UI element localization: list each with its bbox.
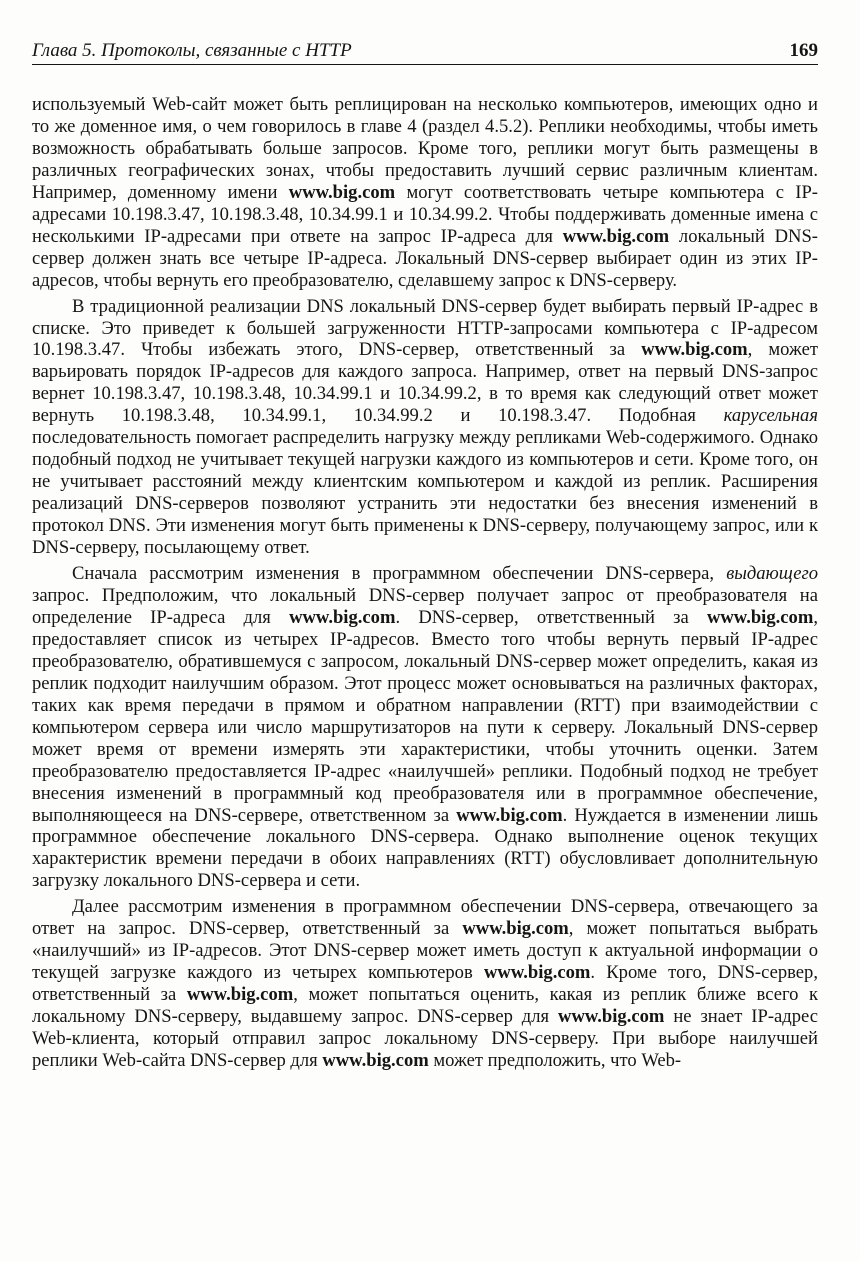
paragraph: [32, 94, 818, 292]
text-run: , может попытаться выбрать «наилучший» из IP-адресов. Этот DNS-сервер может иметь доступ к актуальной информации о текущей загрузке каждого из четырех компьютеров: [32, 918, 818, 984]
text-run: используемый Web-сайт может быть реплицирован на несколько компьютеров, имеющих одно и то же доменное имя, о чем говорилось в главе 4 (раздел 4.5.2). Реплики необходимы, чтобы иметь возможность обрабатывать больше запросов. Кроме того, реплики могут быть размещены в различных географических зонах, чтобы предоставить лучший сервис различным клиентам. Например, доменному имени: [32, 94, 818, 203]
text-run: В традиционной реализации DNS локальный DNS-сервер будет выбирать первый IP-адрес в списке. Это приведет к большей загруженности HTTP-запросами компьютера с IP-адресом 10.198.3.47. Чтобы избежать этого, DNS-сервер, ответственный за: [32, 295, 818, 361]
text-run: Далее рассмотрим изменения в программном обеспечении DNS-сервера, отвечающего за ответ на запрос. DNS-сервер, ответственный за: [32, 896, 818, 940]
domain-name-text: www.big.com: [322, 1049, 429, 1071]
text-run: , предоставляет список из четырех IP-адресов. Вместо того чтобы вернуть первый IP-адрес преобразователю, обратившемуся с запросом, локальный DNS-сервер может определить, какая из реплик подходит наилучшим образом. Этот процесс может основываться на различных факторах, таких как время передачи в прямом и обратном направлении (RTT) при взаимодействии с компьютером сервера или число маршрутизаторов на пути к серверу. Локальный DNS-сервер может время от времени измерять эти характеристики, чтобы уточнить оценки. Затем преобразователю предоставляется IP-адрес «наилучшей» реплики. Подобный подход не требует внесения изменений в программный код преобразователя или в программное обеспечение, выполняющееся на DNS-сервере, ответственном за: [32, 606, 818, 826]
paragraph: [32, 296, 818, 559]
text-run: Сначала рассмотрим изменения в программном обеспечении DNS-сервера,: [72, 563, 727, 585]
running-header: [32, 40, 818, 66]
text-run: , может попытаться оценить, какая из реплик ближе всего к локальному DNS-серверу, выдавшему запрос. DNS-сервер для: [32, 984, 818, 1028]
body-text: [32, 94, 818, 1072]
domain-name-text: www.big.com: [456, 804, 563, 826]
text-run: последовательность помогает распределить нагрузку между репликами Web-содержимого. Однако подобный подход не учитывает текущей нагрузки каждого из компьютеров и сети. Кроме того, он не учитывает расстояний между клиентским компьютером и каждой из реплик. Расширения реализаций DNS-серверов позволяют устранить эти недостатки без внесения изменений в протокол DNS. Эти изменения могут быть применены к DNS-серверу, получающему запрос, или к DNS-серверу, посылающему ответ.: [32, 427, 818, 559]
domain-name-text: www.big.com: [558, 1006, 665, 1028]
header-rule: [32, 64, 818, 65]
text-run: локальный DNS-сервер должен знать все четыре IP-адреса. Локальный DNS-сервер выбирает один из этих IP-адресов, чтобы вернуть его преобразователю, сделавшему запрос к DNS-серверу.: [32, 225, 818, 291]
domain-name-text: www.big.com: [483, 962, 591, 984]
text-run: не знает IP-адрес Web-клиента, который отправил запрос локальному DNS-серверу. При выборе наилучшей реплики Web-сайта DNS-сервер для: [32, 1006, 818, 1071]
text-run: . Нуждается в изменении лишь программное обеспечение локального DNS-сервера. Однако выполнение оценок текущих характеристик времени передачи в обоих направлениях (RTT) обусловливает дополнительную загрузку локального DNS-сервера и сети.: [32, 804, 818, 892]
text-run: может предположить, что Web-: [428, 1049, 682, 1071]
text-run: , может варьировать порядок IP-адресов для каждого запроса. Например, ответ на первый DNS-запрос вернет 10.198.3.47, 10.198.3.48, 10.34.99.1 и 10.34.99.2, в то время как следующий ответ может вернуть 10.198.3.48, 10.34.99.1, 10.34.99.2 и 10.198.3.47. Подобная: [32, 339, 818, 427]
domain-name-text: www.big.com: [288, 181, 396, 203]
emphasis-text: карусельная: [723, 405, 818, 427]
text-run: . DNS-сервер, ответственный за: [395, 606, 707, 628]
page-number: 169: [789, 40, 818, 61]
domain-name-text: www.big.com: [562, 225, 670, 247]
domain-name-text: www.big.com: [706, 606, 814, 628]
paragraph: [32, 896, 818, 1072]
domain-name-text: www.big.com: [186, 984, 294, 1006]
paragraph: [32, 563, 818, 892]
domain-name-text: www.big.com: [462, 918, 569, 940]
text-run: . Кроме того, DNS-сервер, ответственный за: [32, 962, 818, 1006]
domain-name-text: www.big.com: [289, 606, 396, 628]
chapter-title: Глава 5. Протоколы, связанные с HTTP: [32, 40, 352, 61]
domain-name-text: www.big.com: [641, 339, 748, 361]
text-run: могут соответствовать четыре компьютера с IP-адресами 10.198.3.47, 10.198.3.48, 10.34.99.1 и 10.34.99.2. Чтобы поддерживать доменные имена с несколькими IP-адресами при ответе на запрос IP-адреса для: [32, 181, 818, 247]
text-run: запрос. Предположим, что локальный DNS-сервер получает запрос от преобразователя на определение IP-адреса для: [32, 584, 818, 628]
emphasis-text: выдающего: [726, 563, 818, 585]
